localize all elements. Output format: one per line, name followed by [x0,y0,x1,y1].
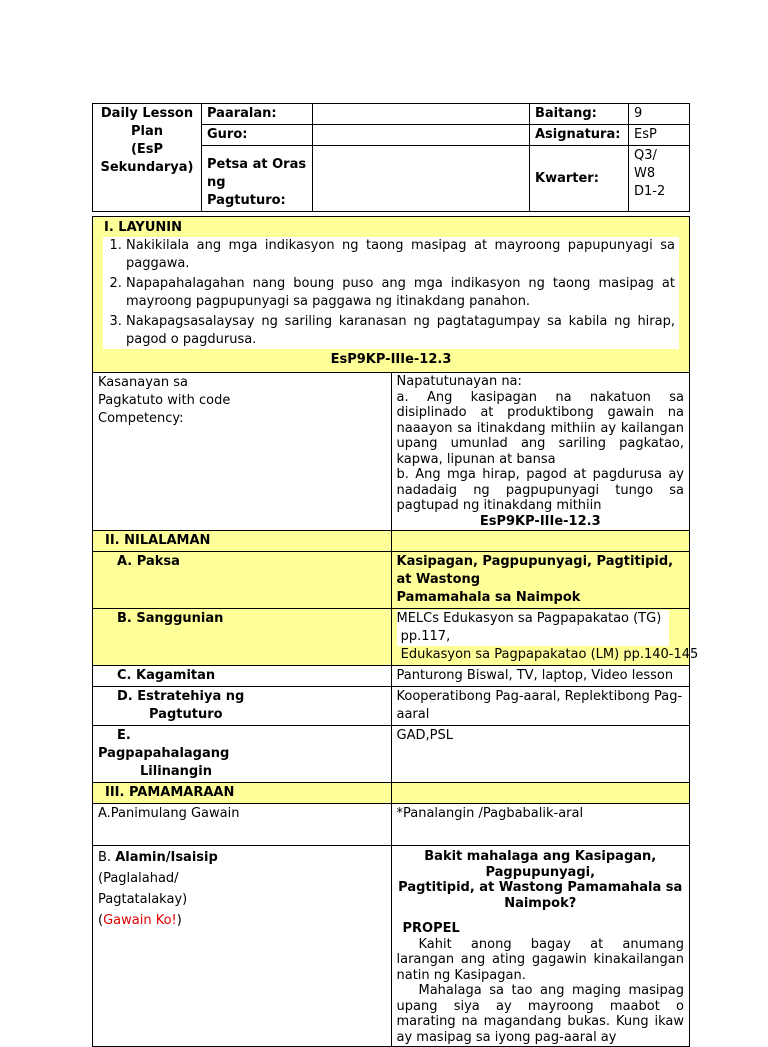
kwarter-label: Kwarter: [530,146,629,212]
petsa-label: Petsa at Oras ng Pagtuturo: [202,146,313,212]
layunin-code: EsP9KP-IIIe-12.3 [330,352,452,367]
petsa-value[interactable] [313,146,530,212]
propel-heading: PROPEL [402,921,460,936]
alamin-question: Bakit mahalaga ang Kasipagan, Pagpupunyagi, Pagtitipid, at Wastong Pamamahala sa Naimpok? [398,849,683,911]
lesson-plan-table [92,216,699,1047]
nilalaman-heading: II. NILALAMAN [93,531,392,552]
pamamaraan-heading: III. PAMAMARAAN [93,783,392,804]
layunin-item: 2. Napapahalagahan nang boung puso ang mga indikasyon ng taong masipag at mayroong pagpupunyagi sa paggawa ng itinakdang panahon. [126,275,675,311]
paaralan-label: Paaralan: [202,104,313,125]
panimula-value: *Panalangin /Pagbabalik-aral [391,804,690,846]
guro-label: Guro: [202,125,313,146]
dlp-title: Daily Lesson Plan (EsP Sekundarya) [93,104,202,212]
header-table [92,103,690,212]
layunin-item: 1. Nakikilala ang mga indikasyon ng taong masipag at mayroong papupunyagi sa paggawa. [126,237,675,273]
paksa-label: A. Paksa [93,552,392,609]
estratehiya-value: Kooperatibong Pag-aaral, Replektibong Pag-aaral [391,687,690,726]
asignatura-label: Asignatura: [530,125,629,146]
paaralan-value[interactable] [313,104,530,125]
alamin-paragraph: Kahit anong bagay at anumang larangan ang ating gagawin kinakailangan natin ng Kasipagan. [396,936,684,983]
panimula-label: A.Panimulang Gawain [93,804,392,846]
baitang-value: 9 [629,104,690,125]
kagamitan-value: Panturong Biswal, TV, laptop, Video lesson [391,666,690,687]
alamin-label: B. Alamin/Isaisip (Paglalahad/ Pagtatalakay) (Gawain Ko!) [93,846,392,1047]
estratehiya-label: D. Estratehiya ng Pagtuturo [93,687,392,726]
kasanayan-b: b. Ang mga hirap, pagod at pagdurusa ay nadadaig ng pagpupunyagi tungo sa pagtupad ng itinakdang mithiin [396,467,684,513]
layunin-item: 3. Nakapagsasalaysay ng sariling karanasan ng pagtatagumpay sa kabila ng hirap, pagod o pagdurusa. [126,313,675,349]
paksa-value: Kasipagan, Pagpupunyagi, Pagtitipid, at Wastong Pamamahala sa Naimpok [391,552,690,609]
layunin-list [103,237,679,349]
sanggunian-label: B. Sanggunian [93,609,392,666]
gawain-ko-label: (Gawain Ko!) [98,913,182,928]
baitang-label: Baitang: [530,104,629,125]
guro-value[interactable] [313,125,530,146]
kagamitan-label: C. Kagamitan [93,666,392,687]
layunin-section [93,217,690,373]
kasanayan-label: Kasanayan sa Pagkatuto with code Competency: [93,373,392,531]
pagpapahalaga-label: E. Pagpapahalagang Lilinangin [93,726,392,783]
kasanayan-content: Napatutunayan na: a. Ang kasipagan na nakatuon sa disiplinado at produktibong gawain na naaayon sa itinakdang mithiin ay kailangan upang umunlad ang sariling pagkatao, kapwa, lipunan at bansa b. Ang mga hirap, pagod at pagdurusa ay nadadaig ng pagpupunyagi tungo sa pagtupad ng itinakdang mithiin EsP9KP-IIIe-12.3 [391,373,690,531]
pagpapahalaga-value: GAD,PSL [391,726,690,783]
kasanayan-a: a. Ang kasipagan na nakatuon sa disiplinado at produktibong gawain na naaayon sa itinakdang mithiin ay kailangan upang umunlad ang sariling pagkatao, kapwa, lipunan at bansa [396,389,684,467]
kwarter-value: Q3/ W8 D1-2 [629,146,690,212]
sanggunian-value: MELCs Edukasyon sa Pagpapakatao (TG) pp.117, Edukasyon sa Pagpapakatao (LM) pp.140-145 [391,609,690,666]
layunin-heading: I. LAYUNIN [104,220,182,235]
alamin-content [391,846,690,1047]
kasanayan-code: EsP9KP-IIIe-12.3 [479,513,601,529]
alamin-paragraph: Mahalaga sa tao ang maging masipag upang siya ay mayroong maabot o marating na magandang bukas. Kung ikaw ay masipag sa iyong pag-aaral ay [396,983,684,1045]
asignatura-value: EsP [629,125,690,146]
